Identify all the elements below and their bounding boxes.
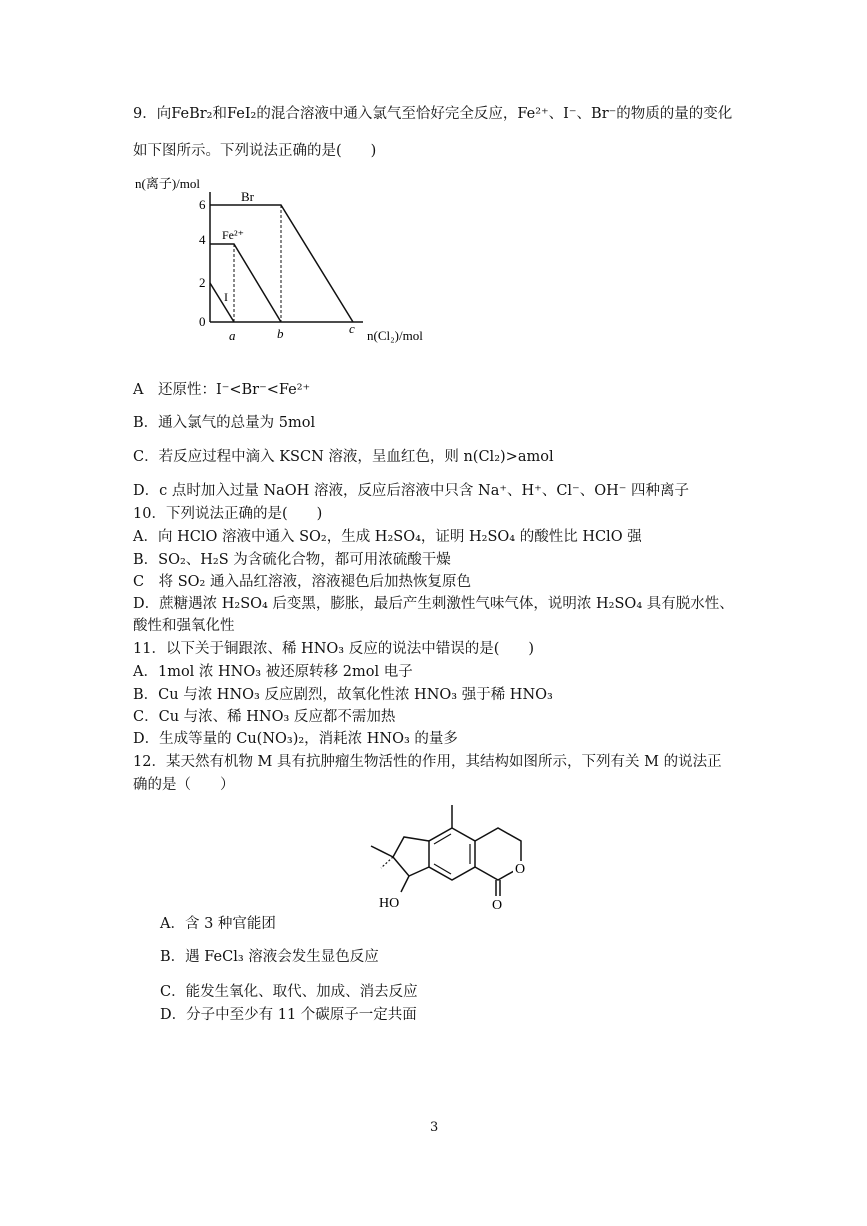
ytick-label: 2	[199, 275, 206, 290]
q10-stem: 10．下列说法正确的是( )	[133, 506, 323, 522]
series-label-Br: Br	[241, 189, 254, 204]
carbonyl-oxygen-label: O	[492, 898, 503, 913]
cyclopentane-ring	[393, 837, 429, 876]
q9-option-b: B．通入氯气的总量为 5mol	[133, 415, 316, 431]
q11-option-c: C．Cu 与浓、稀 HNO₃ 反应都不需加热	[133, 709, 396, 725]
q9-option-d: D．c 点时加入过量 NaOH 溶液，反应后溶液中只含 Na⁺、H⁺、Cl⁻、OH⁻ 四种离子	[133, 483, 690, 499]
q12-option-c: C．能发生氧化、取代、加成、消去反应	[160, 984, 418, 1000]
xtick-label: a	[229, 328, 236, 343]
q10-option-d-line1: D．蔗糖遇浓 H₂SO₄ 后变黑，膨胀，最后产生刺激性气味气体，说明浓 H₂SO₄ 具有脱水性、	[133, 596, 734, 612]
ytick-label: 0	[199, 314, 206, 329]
q10-option-a: A．向 HClO 溶液中通入 SO₂，生成 H₂SO₄，证明 H₂SO₄ 的酸性比 HClO 强	[133, 529, 642, 545]
q9-stem-line2: 如下图所示。下列说法正确的是( )	[133, 143, 377, 159]
q9-chart	[125, 170, 445, 350]
q10-option-b: B．SO₂、H₂S 为含硫化合物，都可用浓硫酸干燥	[133, 552, 451, 568]
q11-option-a: A．1mol 浓 HNO₃ 被还原转移 2mol 电子	[133, 664, 413, 680]
series-label-I: I	[224, 290, 228, 304]
chart-ylabel: n(离子)/mol	[135, 176, 200, 191]
q10-option-d-line2: 酸性和强氧化性	[133, 618, 235, 634]
xtick-label: c	[349, 321, 355, 336]
xtick-label: b	[277, 326, 284, 341]
series-line-I	[210, 283, 234, 322]
benzene-ring	[429, 828, 475, 880]
q9-stem-line1: 9．向FeBr₂和FeI₂的混合溶液中通入氯气至恰好完全反应，Fe²⁺、I⁻、Br⁻的物质的量的变化	[133, 106, 733, 122]
ring-oxygen-label: O	[515, 862, 526, 877]
q12-option-d: D．分子中至少有 11 个碳原子一定共面	[160, 1007, 417, 1023]
ytick-label: 6	[199, 197, 206, 212]
q9-option-c: C．若反应过程中滴入 KSCN 溶液，呈血红色，则 n(Cl₂)>amol	[133, 449, 554, 465]
hydroxyl-label: HO	[379, 896, 400, 911]
series-line-Fe	[210, 244, 281, 322]
q12-stem-line1: 12．某天然有机物 M 具有抗肿瘤生物活性的作用，其结构如图所示，下列有关 M 的说法正	[133, 754, 722, 770]
page-number: 3	[430, 1120, 439, 1135]
q11-option-d: D．生成等量的 Cu(NO₃)₂，消耗浓 HNO₃ 的量多	[133, 731, 458, 747]
q10-option-c: C 将 SO₂ 通入品红溶液，溶液褪色后加热恢复原色	[133, 574, 471, 590]
chart-xlabel: n(Cl₂)/mol	[367, 328, 423, 343]
q9-option-a: A 还原性：I⁻<Br⁻<Fe²⁺	[133, 382, 311, 398]
q12-option-a: A．含 3 种官能团	[160, 916, 276, 932]
series-label-Fe: Fe²⁺	[222, 228, 244, 242]
q12-stem-line2: 确的是（ ）	[133, 777, 235, 793]
q12-option-b: B．遇 FeCl₃ 溶液会发生显色反应	[160, 949, 379, 965]
q11-stem: 11．以下关于铜跟浓、稀 HNO₃ 反应的说法中错误的是( )	[133, 641, 535, 657]
q12-structure	[355, 800, 555, 915]
q11-option-b: B．Cu 与浓 HNO₃ 反应剧烈，故氧化性浓 HNO₃ 强于稀 HNO₃	[133, 687, 553, 703]
ytick-label: 4	[199, 232, 206, 247]
